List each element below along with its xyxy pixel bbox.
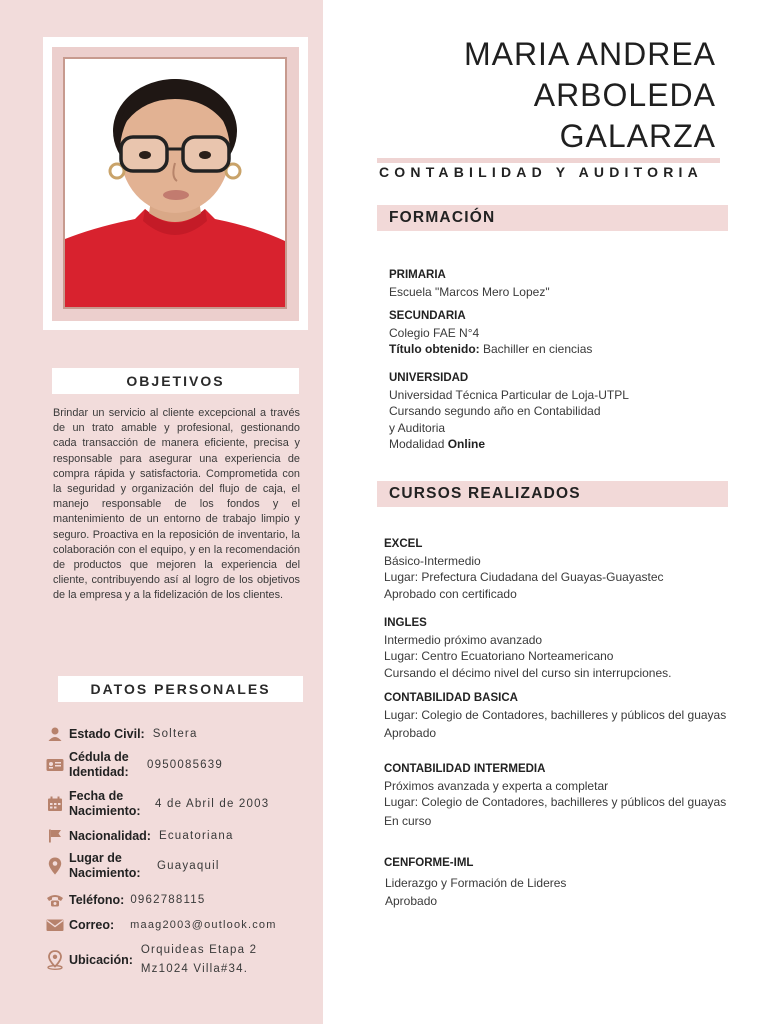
curso-excel: EXCEL Básico-Intermedio Lugar: Prefectura Ciudadana del Guayas-Guayastec Aprobado con certificado (384, 538, 664, 601)
curso-ingles: INGLES Intermedio próximo avanzado Lugar: Centro Ecuatoriano Norteamericano Cursando el décimo nivel del curso sin interrupciones. (384, 617, 672, 680)
formacion-heading: FORMACIÓN (377, 205, 728, 231)
objetivos-text: Brindar un servicio al cliente excepcional a través de un trato amable y profesional, gestionando cada transacción de manera eficiente, precisa y responsable para asegurar una experiencia de compra rápida y satisfactoria. Comprometida con la seguridad y organización del flujo de caja, el manejo responsable de los fondos y el mantenimiento de un entorno de trabajo limpio y seguro. Proactiva en la reposición de inventario, la colaboración con el equipo, y en la recomendación de productos que mejoren la experiencia del cliente, contribuyendo así al logro de los objetivos de la empresa y a la fidelización de los clientes. (53, 407, 300, 602)
pd-row-estado-civil: Estado Civil: Soltera (45, 724, 198, 744)
formacion-universidad: UNIVERSIDAD Universidad Técnica Particular de Loja-UTPL Cursando segundo año en Contabilidad y Auditoria Modalidad Online (389, 372, 629, 451)
calendar-icon (45, 794, 65, 814)
name-divider (377, 158, 720, 163)
pd-row-fecha-nacimiento: Fecha de Nacimiento: 4 de Abril de 2003 (45, 789, 269, 819)
pd-row-cedula: Cédula de Identidad: 0950085639 (45, 750, 223, 780)
map-pin-icon (45, 950, 65, 970)
curso-contabilidad-basica: CONTABILIDAD BASICA Lugar: Colegio de Contadores, bachilleres y públicos del guayas Aprobado (384, 692, 727, 740)
pd-row-ubicacion: Ubicación: Orquideas Etapa 2 Mz1024 Villa#34. (45, 941, 271, 979)
photo-frame (43, 37, 308, 330)
objetivos-heading: OBJETIVOS (52, 368, 299, 394)
pd-row-telefono: Teléfono: 0962788115 (45, 890, 205, 910)
pd-row-nacionalidad: Nacionalidad: Ecuatoriana (45, 826, 234, 846)
mail-icon (45, 915, 65, 935)
candidate-name: MARIA ANDREA ARBOLEDA GALARZA (463, 36, 716, 154)
location-pin-icon (45, 856, 65, 876)
person-icon (45, 724, 65, 744)
flag-icon (45, 826, 65, 846)
pd-row-lugar-nacimiento: Lugar de Nacimiento: Guayaquil (45, 851, 220, 881)
sidebar (0, 0, 323, 1024)
curso-contabilidad-intermedia: CONTABILIDAD INTERMEDIA Próximos avanzada y experta a completar Lugar: Colegio de Contadores, bachilleres y públicos del guayas En curso (384, 763, 727, 828)
id-card-icon (45, 755, 65, 775)
profile-photo (63, 57, 287, 309)
profession-subtitle: CONTABILIDAD Y AUDITORIA (379, 164, 703, 180)
curso-cenforme: CENFORME-IML Liderazgo y Formación de Lideres Aprobado (384, 857, 567, 908)
formacion-primaria: PRIMARIA Escuela "Marcos Mero Lopez" (389, 269, 550, 299)
cursos-heading: CURSOS REALIZADOS (377, 481, 728, 507)
pd-row-correo: Correo: maag2003@outlook.com (45, 915, 277, 935)
datos-personales-heading: DATOS PERSONALES (58, 676, 303, 702)
phone-icon (45, 890, 65, 910)
formacion-secundaria: SECUNDARIA Colegio FAE N°4 Título obtenido: Bachiller en ciencias (389, 310, 593, 356)
